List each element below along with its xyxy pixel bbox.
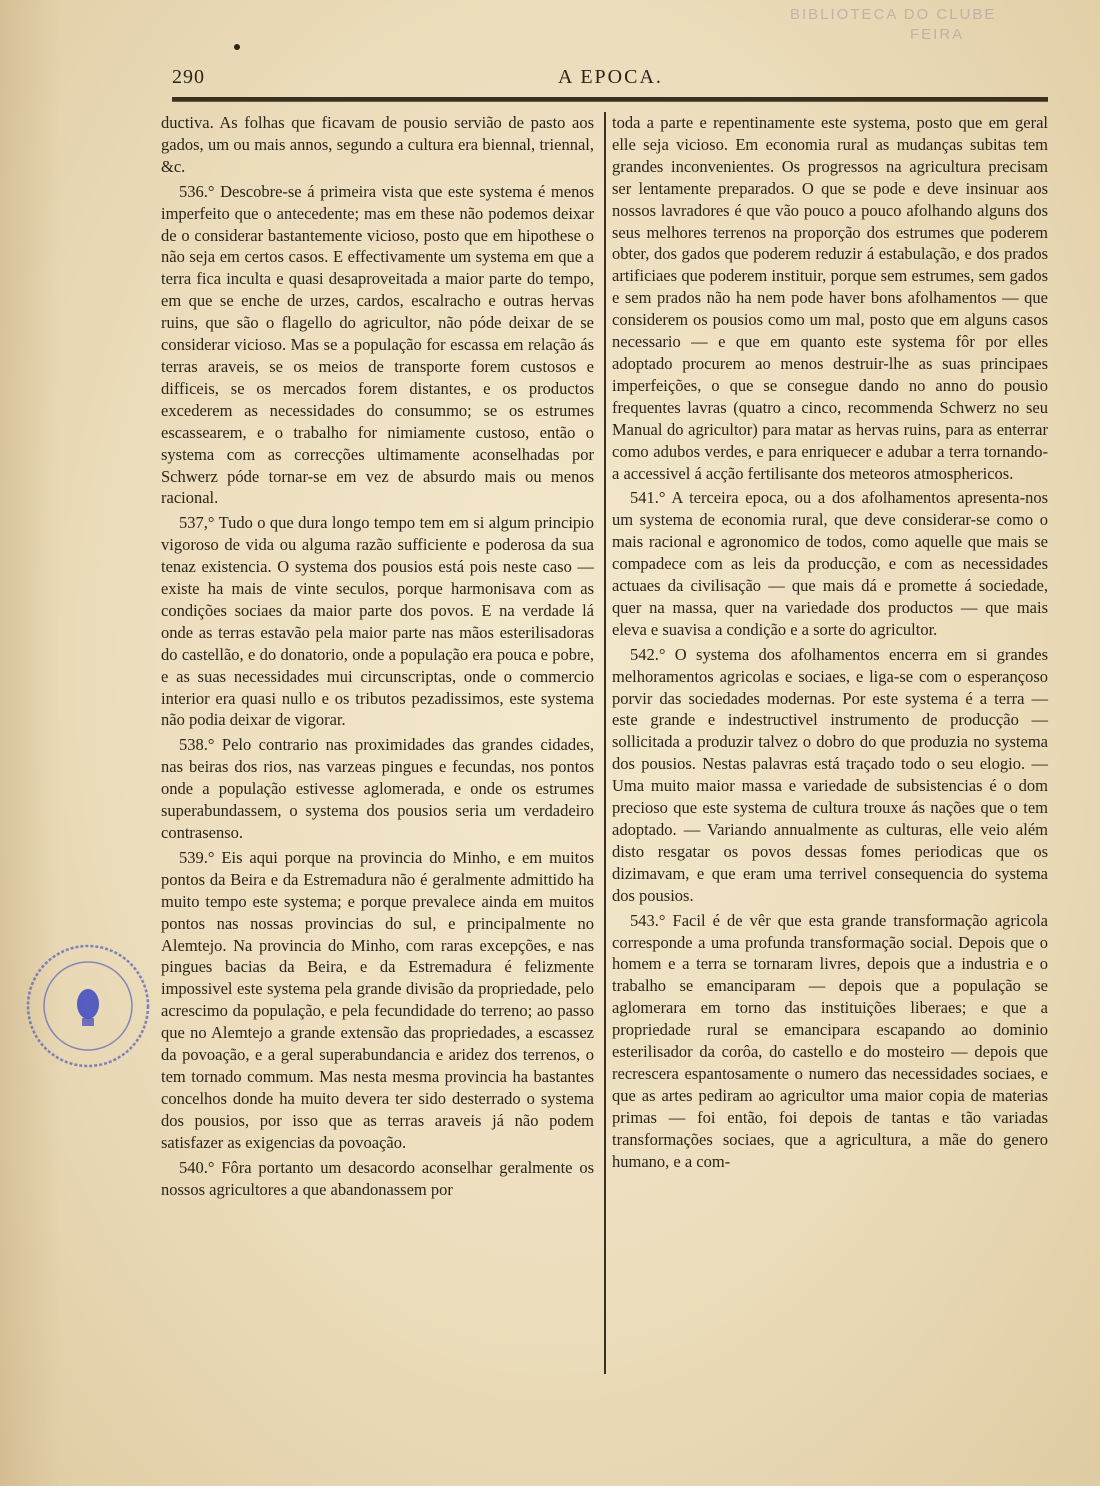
page-number: 290	[172, 66, 205, 88]
header-rule	[172, 97, 1048, 102]
paragraph: ductiva. As folhas que ficavam de pousio servião de pasto aos gados, um ou mais annos, segundo a cultura era biennal, triennal, &c.	[161, 113, 594, 176]
library-stamp-line2: FEIRA	[910, 26, 965, 43]
running-title: A EPOCA.	[558, 66, 663, 88]
left-column	[161, 112, 594, 1203]
library-stamp-line1: BIBLIOTECA DO CLUBE	[790, 6, 997, 23]
paragraph: 543.° Facil é de vêr que esta grande transformação agricola corresponde a uma profunda transformação social. Depois que o homem e a terra se tornaram livres, depois que a industria e o trabalho se emanciparam — depois que a população se aglomerara em torno das instituições liberaes; e que a propriedade rural se emancipara escapando ao dominio esterilisador da corôa, do castello e do mosteiro — depois que recrescera espantosamente o numero das necessidades sociaes, e que as artes pediram ao agricultor uma maior copia de materias primas — foi então, foi depois de tantas e tão variadas transformações sociaes, que a agricultura, a mãe do genero humano, e a com-	[612, 910, 1048, 1171]
library-stamp	[790, 6, 1080, 46]
paragraph: 542.° O systema dos afolhamentos encerra em si grandes melhoramentos agricolas e sociaes, e liga-se com o esperançoso porvir das sociedades modernas. Por este systema é a terra — este grande e indestructivel instrumento de producção — sollicitada a produzir talvez o dobro do que produzia no systema dos pousios. Nestas palavras está traçado todo o seu elogio. — Uma muito maior massa e variedade de subsistencias é o dom precioso que este systema de cultura trouxe ás nações que o tem adoptado. — Variando annualmente as culturas, elle veio além disto resgatar os povos dessas fomes periodicas que os dizimavam, e que eram uma terrivel consequencia do systema dos pousios.	[612, 644, 1048, 905]
right-column	[612, 112, 1048, 1176]
paragraph: toda a parte e repentinamente este systema, posto que em geral elle seja vicioso. Em economia rural as mudanças subitas tem grandes inconvenientes. Os progressos na agricultura precisam ser lentamente preparados. O que se pode e deve insinuar aos nossos lavradores é que vão pouco a pouco afolhando alguns dos seus melhores terrenos na proporção dos estrumes que poderem obter, dos gados que poderem reduzir á estabulação, e dos prados artificiaes que poderem instituir, porque sem estrumes, sem gados e sem prados não ha nem pode haver bons afolhamentos — que considerem os pousios como um mal, posto que em alguns casos necessario — e que em quanto este systema fôr por elles adoptado procurem ao menos destruir-lhe as suas principaes imperfeições, o que se consegue dando no anno do pousio frequentes lavras (quatro a cinco, recommenda Schwerz no seu Manual do agricultor) para matar as hervas ruins, para as enterrar como adubos verdes, e para enriquecer e adubar a terra tornando-a accessivel á acção fertilisante dos meteoros atmosphericos.	[612, 113, 1048, 483]
paragraph: 536.° Descobre-se á primeira vista que este systema é menos imperfeito que o antecedente; mas em these não podemos deixar de o considerar bastantemente vicioso, posto que em hipothese o não seja em certos casos. E effectivamente um systema em que a terra fica inculta e quasi desaproveitada a maior parte do tempo, em que se enche de urzes, cardos, escalracho e outras hervas ruins, que são o flagello do agricultor, não póde deixar de se considerar vicioso. Mas se a população for escassa em relação ás terras araveis, se os meios de transporte forem custosos e difficeis, se os mercados forem distantes, e os productos excederem as necessidades do consummo; se os estrumes escassearem, e o trabalho for nimiamente custoso, então o systema com as correcções ultimamente aconselhadas por Schwerz póde tornar-se em vez de absurdo mais ou menos racional.	[161, 181, 594, 508]
library-seal	[24, 942, 152, 1070]
paragraph: 537,° Tudo o que dura longo tempo tem em si algum principio vigoroso de vida ou alguma razão sufficiente e poderosa da sua tenaz existencia. O systema dos pousios está pois neste caso — existe ha mais de vinte seculos, porque harmonisava com as condições sociaes da maior parte dos povos. E na verdade lá onde as terras estavão pela maior parte nas mãos esterilisadoras do castellão, e do donatorio, onde a população era pouca e pobre, e as suas necessidades mui circunscriptas, onde o commercio interior era quasi nullo e os tributos pezadissimos, este systema não podia deixar de vigorar.	[161, 513, 594, 730]
paragraph: 541.° A terceira epoca, ou a dos afolhamentos apresenta-nos um systema de economia rural, que deve considerar-se como o mais racional e agronomico de todos, como aquelle que mais se compadece com as leis da producção, e com as necessidades actuaes da civilisação — que mais dá e promette á sociedade, quer na massa, quer na variedade dos productos — que mais eleva e suavisa a condição e a sorte do agricultor.	[612, 488, 1048, 639]
paragraph: 540.° Fôra portanto um desacordo aconselhar geralmente os nossos agricultores a que abandonassem por	[161, 1157, 594, 1199]
ink-dot	[234, 44, 240, 50]
page-header	[172, 62, 1048, 96]
page-edge-shadow	[0, 0, 60, 1486]
column-rule	[604, 112, 606, 1374]
paragraph: 539.° Eis aqui porque na provincia do Minho, e em muitos pontos da Beira e da Estremadura não é geralmente admittido ha muito tempo este systema; e porque prevalece ainda em muitos pontos nas nossas provincias do sul, e principalmente no Alemtejo. Na provincia do Minho, com raras excepções, e nas pingues bacias da Beira, e da Estremadura é felizmente impossivel este systema pela grande divisão da propriedade, pelo acrescimo da população, e pela fecundidade do terreno; ao passo que no Alemtejo a grande extensão das propriedades, a escassez da povoação, e a geral superabundancia e aridez dos terrenos, o tem tornado commum. Mas nesta mesma provincia ha bastantes concelhos donde ha muito devera ter sido desterrado o systema dos pousios, por isso que as terras araveis já não podem satisfazer as exigencias da povoação.	[161, 847, 594, 1152]
paragraph: 538.° Pelo contrario nas proximidades das grandes cidades, nas beiras dos rios, nas varzeas pingues e fecundas, nos pontos onde a população estivesse aglomerada, e onde os estrumes superabundassem, o systema dos pousios seria um verdadeiro contrasenso.	[161, 735, 594, 842]
